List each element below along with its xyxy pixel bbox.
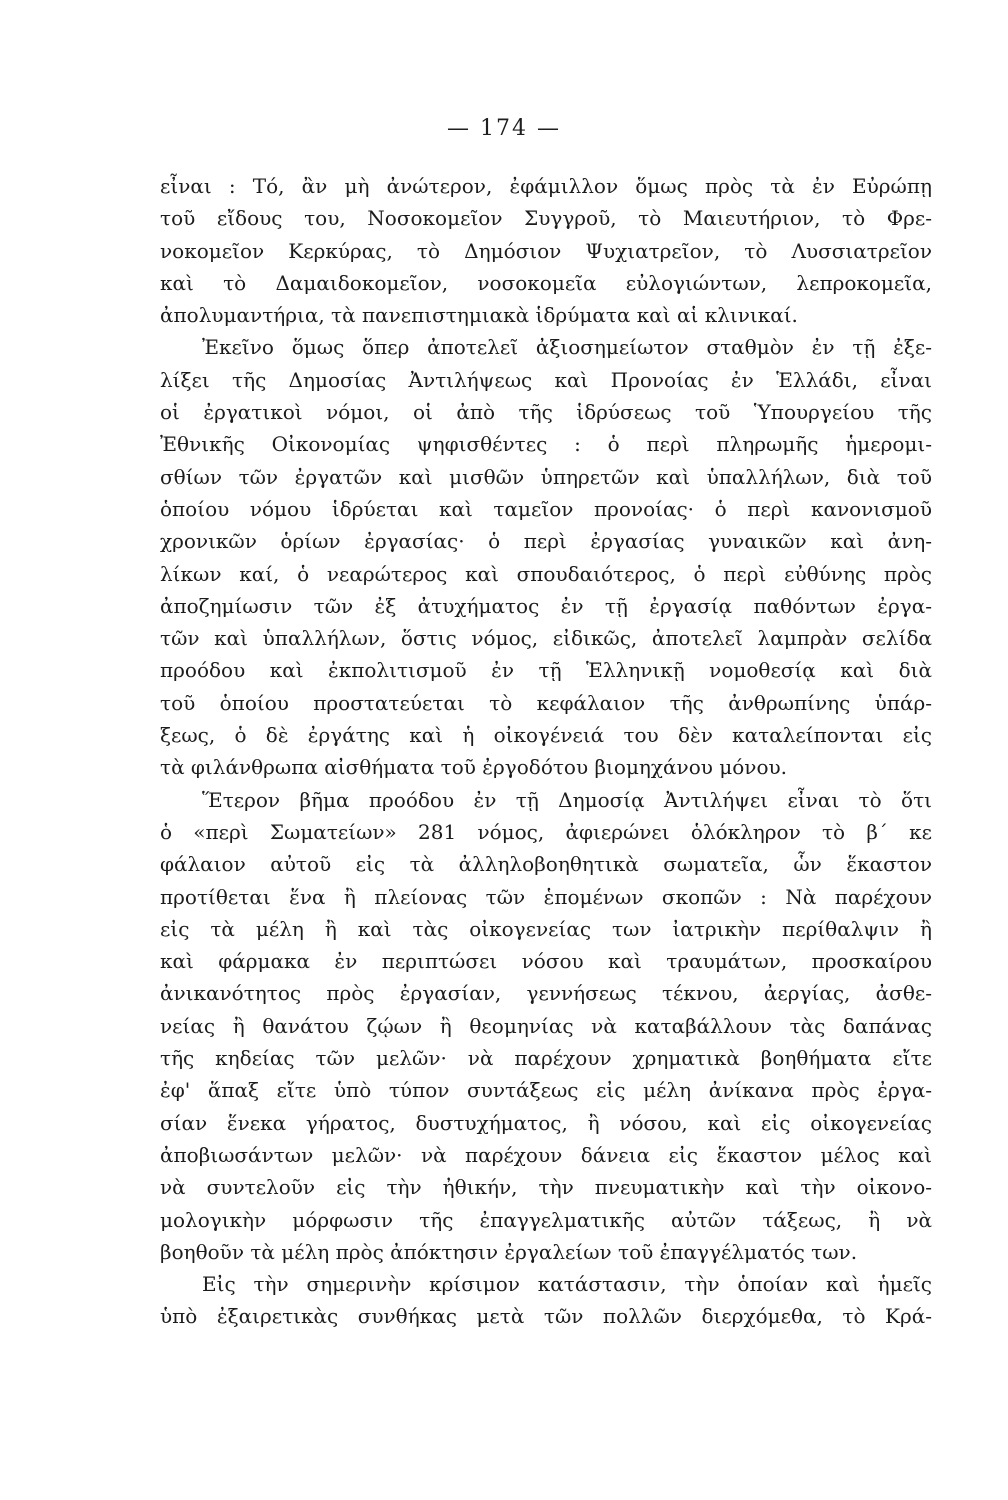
text-line: λίκων καί, ὁ νεαρώτερος καὶ σπουδαιότερος, ὁ περὶ εὐθύνης πρὸς — [160, 561, 932, 586]
text-line: Ἐκεῖνο ὅμως ὅπερ ἀποτελεῖ ἀξιοσημείωτον σταθμὸν ἐν τῇ ἐξε- — [202, 335, 932, 360]
text-line: ὁ «περὶ Σωματείων» 281 νόμος, ἀφιερώνει ὁλόκληρον τὸ β΄ κε — [160, 819, 932, 844]
text-line: εἶναι : Τό, ἂν μὴ ἀνώτερον, ἐφάμιλλον ὅμως πρὸς τὰ ἐν Εὐρώπῃ — [160, 174, 932, 198]
text-line: Εἰς τὴν σημερινὴν κρίσιμον κατάστασιν, τὴν ὁποίαν καὶ ἡμεῖς — [202, 1272, 932, 1297]
text-line: ὁποίου νόμου ἱδρύεται καὶ ταμεῖον προνοίας· ὁ περὶ κανονισμοῦ — [160, 496, 932, 521]
text-line: ἀνικανότητος πρὸς ἐργασίαν, γεννήσεως τέκνου, ἀεργίας, ἀσθε- — [160, 981, 932, 1006]
text-line: νὰ συντελοῦν εἰς τὴν ἠθικήν, τὴν πνευματικὴν καὶ τὴν οἰκονο- — [160, 1175, 932, 1200]
text-line: οἱ ἐργατικοὶ νόμοι, οἱ ἀπὸ τῆς ἱδρύσεως τοῦ Ὑπουργείου τῆς — [160, 400, 932, 425]
text-line: ἀποζημίωσιν τῶν ἐξ ἀτυχήματος ἐν τῇ ἐργασίᾳ παθόντων ἐργα- — [160, 593, 932, 618]
text-line: νείας ἢ θανάτου ζῴων ἢ θεομηνίας νὰ καταβάλλουν τὰς δαπάνας — [160, 1013, 932, 1038]
text-line: τοῦ ὁποίου προστατεύεται τὸ κεφάλαιον τῆς ἀνθρωπίνης ὑπάρ- — [160, 690, 932, 715]
text-line: τὰ φιλάνθρωπα αἰσθήματα τοῦ ἐργοδότου βιομηχάνου μόνου. — [160, 755, 788, 780]
text-line: μολογικὴν μόρφωσιν τῆς ἐπαγγελματικῆς αὐτῶν τάξεως, ἢ νὰ — [160, 1207, 932, 1232]
body-text — [160, 170, 932, 1333]
text-line: τῶν καὶ ὑπαλλήλων, ὅστις νόμος, εἰδικῶς, ἀποτελεῖ λαμπρὰν σελίδα — [160, 626, 932, 651]
text-line: ἐφ' ἅπαξ εἴτε ὑπὸ τύπον συντάξεως εἰς μέλη ἀνίκανα πρὸς ἐργα- — [160, 1078, 932, 1103]
text-line: ἀπολυμαντήρια, τὰ πανεπιστημιακὰ ἱδρύματα καὶ αἱ κλινικαί. — [160, 303, 798, 328]
text-line: χρονικῶν ὁρίων ἐργασίας· ὁ περὶ ἐργασίας γυναικῶν καὶ ἀνη- — [160, 529, 932, 554]
text-line: ὑπὸ ἐξαιρετικὰς συνθήκας μετὰ τῶν πολλῶν διερχόμεθα, τὸ Κρά- — [160, 1304, 932, 1329]
text-line: εἰς τὰ μέλη ἢ καὶ τὰς οἰκογενείας των ἰατρικὴν περίθαλψιν ἢ — [160, 916, 932, 941]
text-line: καὶ φάρμακα ἐν περιπτώσει νόσου καὶ τραυμάτων, προσκαίρου — [160, 949, 932, 974]
text-line: τῆς κηδείας τῶν μελῶν· νὰ παρέχουν χρηματικὰ βοηθήματα εἴτε — [160, 1046, 932, 1071]
text-line: φάλαιον αὐτοῦ εἰς τὰ ἀλληλοβοηθητικὰ σωματεῖα, ὧν ἕκαστον — [160, 852, 932, 877]
text-line: προτίθεται ἕνα ἢ πλείονας τῶν ἑπομένων σκοπῶν : Νὰ παρέχουν — [160, 884, 932, 909]
page-number: — 174 — — [447, 116, 561, 141]
text-line: σθίων τῶν ἐργατῶν καὶ μισθῶν ὑπηρετῶν καὶ ὑπαλλήλων, διὰ τοῦ — [160, 464, 932, 489]
text-line: σίαν ἕνεκα γήρατος, δυστυχήματος, ἢ νόσου, καὶ εἰς οἰκογενείας — [160, 1110, 932, 1135]
text-line: βοηθοῦν τὰ μέλη πρὸς ἀπόκτησιν ἐργαλείων τοῦ ἐπαγγέλματός των. — [160, 1239, 858, 1264]
text-line: ἀποβιωσάντων μελῶν· νὰ παρέχουν δάνεια εἰς ἕκαστον μέλος καὶ — [160, 1142, 932, 1167]
text-line: προόδου καὶ ἐκπολιτισμοῦ ἐν τῇ Ἑλληνικῇ νομοθεσίᾳ καὶ διὰ — [160, 658, 932, 683]
text-line: λίξει τῆς Δημοσίας Ἀντιλήψεως καὶ Προνοίας ἐν Ἑλλάδι, εἶναι — [160, 367, 932, 392]
text-line: Ἕτερον βῆμα προόδου ἐν τῇ Δημοσίᾳ Ἀντιλήψει εἶναι τὸ ὅτι — [202, 787, 932, 812]
text-line: νοκομεῖον Κερκύρας, τὸ Δημόσιον Ψυχιατρεῖον, τὸ Λυσσιατρεῖον — [160, 238, 932, 263]
text-line: καὶ τὸ Δαμαιδοκομεῖον, νοσοκομεῖα εὐλογιώντων, λεπροκομεῖα, — [160, 270, 932, 295]
text-line: ξεως, ὁ δὲ ἐργάτης καὶ ἡ οἰκογένειά του δὲν καταλείπονται εἰς — [160, 723, 932, 748]
text-line: τοῦ εἴδους του, Νοσοκομεῖον Συγγροῦ, τὸ Μαιευτήριον, τὸ Φρε- — [160, 206, 932, 231]
text-line: Ἐθνικῆς Οἰκονομίας ψηφισθέντες : ὁ περὶ πληρωμῆς ἡμερομι- — [160, 432, 932, 457]
